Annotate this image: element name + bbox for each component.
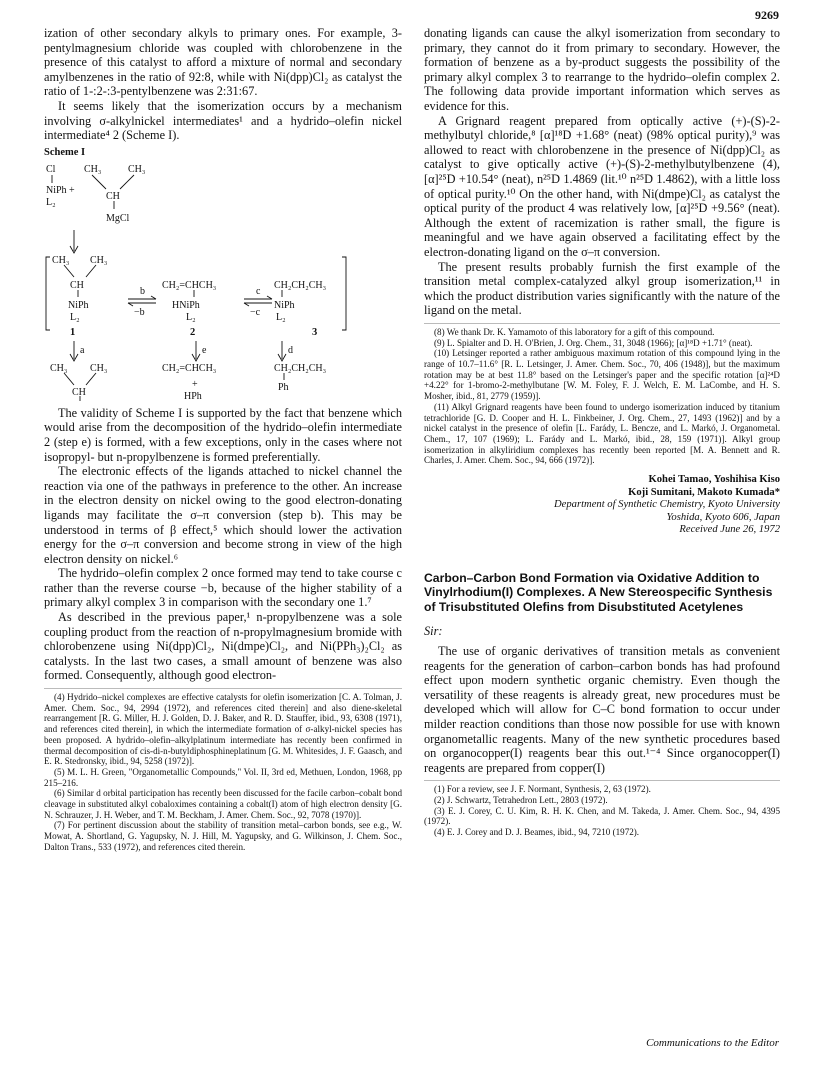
affiliation-line: Department of Synthetic Chemistry, Kyoto University: [554, 499, 780, 511]
scheme-label: CH₃: [84, 163, 102, 175]
author-block: [424, 473, 780, 499]
scheme-label: CH: [106, 190, 120, 202]
paragraph: The hydrido–olefin complex 2 once formed may tend to take course c rather than the reverse course −b, because of the higher stability of a primary alkyl complex 3 in comparison with the secondary one 1.⁷: [44, 566, 402, 610]
paragraph: ization of other secondary alkyls to primary ones. For example, 3-pentylmagnesium chloride was coupled with chlorobenzene in the presence of this catalyst to afford a mixture of normal and secondary amylbenzenes in the ratio of 92:8, while with Ni(dpp)Cl₂ as catalyst the ratio of 1-:2-:3-pentylbenzene was 2:31:67.: [44, 26, 402, 99]
footnote: (9) L. Spialter and D. H. O'Brien, J. Org. Chem., 31, 3048 (1966); [α]¹⁸D +1.71° (neat).: [434, 337, 753, 348]
paragraph: The validity of Scheme I is supported by the fact that benzene which would arise from the decomposition of the hydrido–olefin intermediate 2 (step e) is formed, with a few exceptions, only in the cases where not isopropyl- but n-propylbenzene is formed preferentially.: [44, 405, 402, 464]
scheme-label: MgCl: [106, 212, 130, 224]
paragraph: The use of organic derivatives of transition metals as convenient reagents for the generation of carbon–carbon bonds has had profound effect upon modern synthetic organic chemistry. Even though the versatility of these reagents is already great, new procedures must be developed which will allow for C–C bond formation to occur under milder reaction conditions than those now possible for use with known organometallic reagents. Many of the new synthetic procedures based on organocopper(I) reagents bear this out.¹⁻⁴ Since organocopper(I) reagents are prepared from copper(I): [424, 644, 780, 775]
compound-number: 2: [190, 326, 196, 338]
footnote: (3) E. J. Corey, C. U. Kim, R. H. K. Chen, and M. Takeda, J. Amer. Chem. Soc., 94, 4395 (1972).: [424, 805, 780, 827]
scheme-diagram: [44, 147, 402, 402]
footnote: (4) E. J. Corey and D. J. Beames, ibid., 94, 7210 (1972).: [434, 827, 640, 838]
footnote: (5) M. L. H. Green, "Organometallic Compounds," Vol. II, 3rd ed, Methuen, London, 1968, pp 215–216.: [44, 766, 402, 788]
scheme-label: d: [288, 344, 293, 356]
scheme-label: CH₃: [90, 254, 108, 266]
compound-number: 3: [312, 326, 318, 338]
footnotes: [424, 323, 780, 466]
scheme-label: L₂: [276, 311, 286, 323]
scheme-title: Scheme I: [44, 146, 86, 158]
scheme-label: NiPh: [274, 299, 295, 311]
scheme-label: CH₂=CHCH₃: [162, 279, 217, 291]
scheme-label: b: [140, 285, 145, 297]
author-line: Kohei Tamao, Yoshihisa Kiso: [648, 474, 780, 486]
footnote: (10) Letsinger reported a rather ambiguous maximum rotation of this compound lying in the range of 10.7–11.6° [R. L. Letsinger, J. Amer. Chem. Soc., 70, 406 (1948)], but the maximum rotation may be at best 11.8° based on the Letsinger's paper and the specific rotation [α]²⁴D +4.22° for 1-bromo-2-methylbutane [W. M. Foley, F. J. Welch, E. M. LaCombe, and H. S. Mosher, ibid., 81, 2779 (1959)].: [424, 348, 780, 402]
left-column: [44, 26, 402, 853]
paragraph: The electronic effects of the ligands attached to nickel channel the reaction via one of the pathways in preference to the other. An increase in the electron density on nickel owing to the good electron-donating ligands may facilitate the σ–π conversion (step b). This may be understood in terms of β effect,⁵ which should lower the activation energy for the σ–π conversion and become strong in view of the high electron density on nickel.⁶: [44, 464, 402, 566]
scheme-label: CH: [72, 386, 86, 398]
received-date: Received June 26, 1972: [679, 524, 780, 536]
scheme-label: CH₃: [128, 163, 146, 175]
scheme-label: Cl: [46, 163, 56, 175]
scheme-label: L₂: [46, 196, 56, 208]
scheme-label: CH₂=CHCH₃: [162, 362, 217, 374]
footnote: (6) Similar d orbital participation has recently been discussed for the facile carbon–cobalt bond cleavage in substituted alkyl cobaloximes containing a cobalt(I) atom of high electron density [G. N. Schrauzer, J. H. Weber, and T. M. Beckham, J. Amer. Chem. Soc., 92, 7078 (1970)].: [44, 788, 402, 820]
scheme-label: HNiPh: [172, 299, 200, 311]
article-title: Carbon–Carbon Bond Formation via Oxidative Addition to Vinylrhodium(I) Complexes. A New Stereospecific Synthesis of Trisubstituted Olefins from Disubstituted Acetylenes: [424, 570, 773, 614]
scheme-label: NiPh +: [46, 184, 75, 196]
scheme-label: CH₂CH₂CH₃: [274, 362, 327, 374]
scheme-label: CH₃: [50, 362, 68, 374]
journal-section-footer: Communications to the Editor: [646, 1037, 779, 1049]
footnote: (8) We thank Dr. K. Yamamoto of this laboratory for a gift of this compound.: [434, 326, 715, 337]
scheme-label: +: [192, 378, 198, 390]
scheme-label: L₂: [70, 311, 80, 323]
scheme-label: a: [80, 344, 85, 356]
page-number: 9269: [755, 8, 779, 22]
scheme-label: CH: [70, 279, 84, 291]
scheme-label: NiPh: [68, 299, 89, 311]
affiliation-line: Yoshida, Kyoto 606, Japan: [666, 511, 780, 523]
scheme-label: c: [256, 285, 261, 297]
footnote: (4) Hydrido–nickel complexes are effective catalysts for olefin isomerization [C. A. Tolman, J. Amer. Chem. Soc., 94, 2994 (1972), and references cited therein] and also diene-skeletal rearrangement [R. G. Miller, H. J. Golden, D. J. Baker, and R. D. Stauffer, ibid., 93, 6308 (1971), and references cited therein], in which the intermediate formation of σ-alkyl-nickel species has been proposed. A hydrido–olefin–alkylplatinum intermediate has recently been confirmed in thermal decomposition of cis-di-n-butyldiphosphineplatinum [G. M. Whitesides, J. F. Gaasch, and E. R. Stedronsky, ibid., 94, 5258 (1972)].: [44, 692, 402, 767]
affiliation: [424, 499, 780, 537]
footnote: (2) J. Schwartz, Tetrahedron Lett., 2803 (1972).: [434, 795, 608, 806]
scheme-i: [44, 147, 402, 402]
paragraph: As described in the previous paper,¹ n-propylbenzene was a sole coupling product from the reaction of n-propylmagnesium bromide with chlorobenzene using Ni(dpp)Cl₂, Ni(dmpe)Cl₂, and Ni(PPh₃)₂Cl₂ as catalysts. In the last two cases, a small amount of benzene was also formed. Consequently, although good electron-: [44, 610, 402, 683]
paragraph: The present results probably furnish the first example of the transition metal complex-catalyzed alkyl group isomerization,¹¹ in which the product distribution varies significantly with the nature of the ligand on the metal.: [424, 259, 780, 318]
scheme-label: −b: [134, 306, 145, 318]
scheme-label: CH₂CH₂CH₃: [274, 279, 327, 291]
compound-number: 1: [70, 326, 76, 338]
scheme-label: e: [202, 344, 207, 356]
footnotes: [44, 688, 402, 853]
paragraph: donating ligands can cause the alkyl isomerization from secondary to primary, they cannot do it from primary to secondary. However, the formation of benzene as a by-product suggests the possibility of the primary alkyl complex 3 to rearrange to the hydrido–olefin complex 2. The following data provide important information which serves as evidence for this.: [424, 26, 780, 113]
footnote: (7) For pertinent discussion about the stability of transition metal–carbon bonds, see e.g., W. Mowat, A. Shortland, G. Yagupsky, N. J. Hill, M. Yagupsky, and G. Wilkinson, J. Chem. Soc., Dalton Trans., 533 (1972), and references cited therein.: [44, 820, 402, 852]
paragraph: A Grignard reagent prepared from optically active (+)-(S)-2-methylbutyl chloride,⁸ [α]¹⁸D +1.68° (neat) (98% optical purity),⁹ was allowed to react with chlorobenzene in the presence of Ni(dpp)Cl₂ as catalyst to give optically active (+)-(S)-2-methylbutylbenzene (4), [α]²⁵D +10.54° (neat), n²⁵D 1.4869 (lit.¹⁰ n²⁵D 1.4862), with a little loss of optical purity.¹⁰ On the other hand, with Ni(dmpe)Cl₂ as catalyst the optical purity of the product 4 was relatively low, [α]²⁵D +9.56° (neat). Although the extent of racemization is rather small, the figure is meaningful and we have again observed a facilitating effect by the electron-donating ligand on the σ–π conversion.: [424, 113, 780, 259]
salutation: Sir:: [424, 624, 443, 639]
scheme-label: HPh: [184, 390, 202, 402]
scheme-label: Ph: [278, 381, 289, 393]
footnote: (11) Alkyl Grignard reagents have been found to undergo isomerization induced by titanium tetrachloride [G. D. Cooper and H. L. Finkbeiner, J. Org. Chem., 27, 1493 (1962)] and by a nickel catalyst in the presence of olefin [L. Farády, L. Bencze, and L. Markó, J. Organometal. Chem., 17, 107 (1969); L. Farády and L. Markó, ibid., 28, 159 (1971)]. Alkyl group isomerization in alkyliridium complexes has recently been reported [M. A. Bennett and R. Charles, J. Amer. Chem. Soc., 94, 666 (1972)].: [424, 401, 780, 466]
paragraph: It seems likely that the isomerization occurs by a mechanism involving σ-alkylnickel intermediates¹ and a hydrido–olefin nickel intermediate⁴ 2 (Scheme I).: [44, 98, 402, 143]
scheme-label: L₂: [186, 311, 196, 323]
footnote: (1) For a review, see J. F. Normant, Synthesis, 2, 63 (1972).: [434, 784, 651, 795]
footnotes: [424, 780, 780, 838]
scheme-label: CH₃: [52, 254, 70, 266]
scheme-label: CH₃: [90, 362, 108, 374]
right-column: [424, 26, 780, 838]
author-line: Koji Sumitani, Makoto Kumada*: [628, 487, 780, 499]
scheme-label: −c: [250, 306, 261, 318]
